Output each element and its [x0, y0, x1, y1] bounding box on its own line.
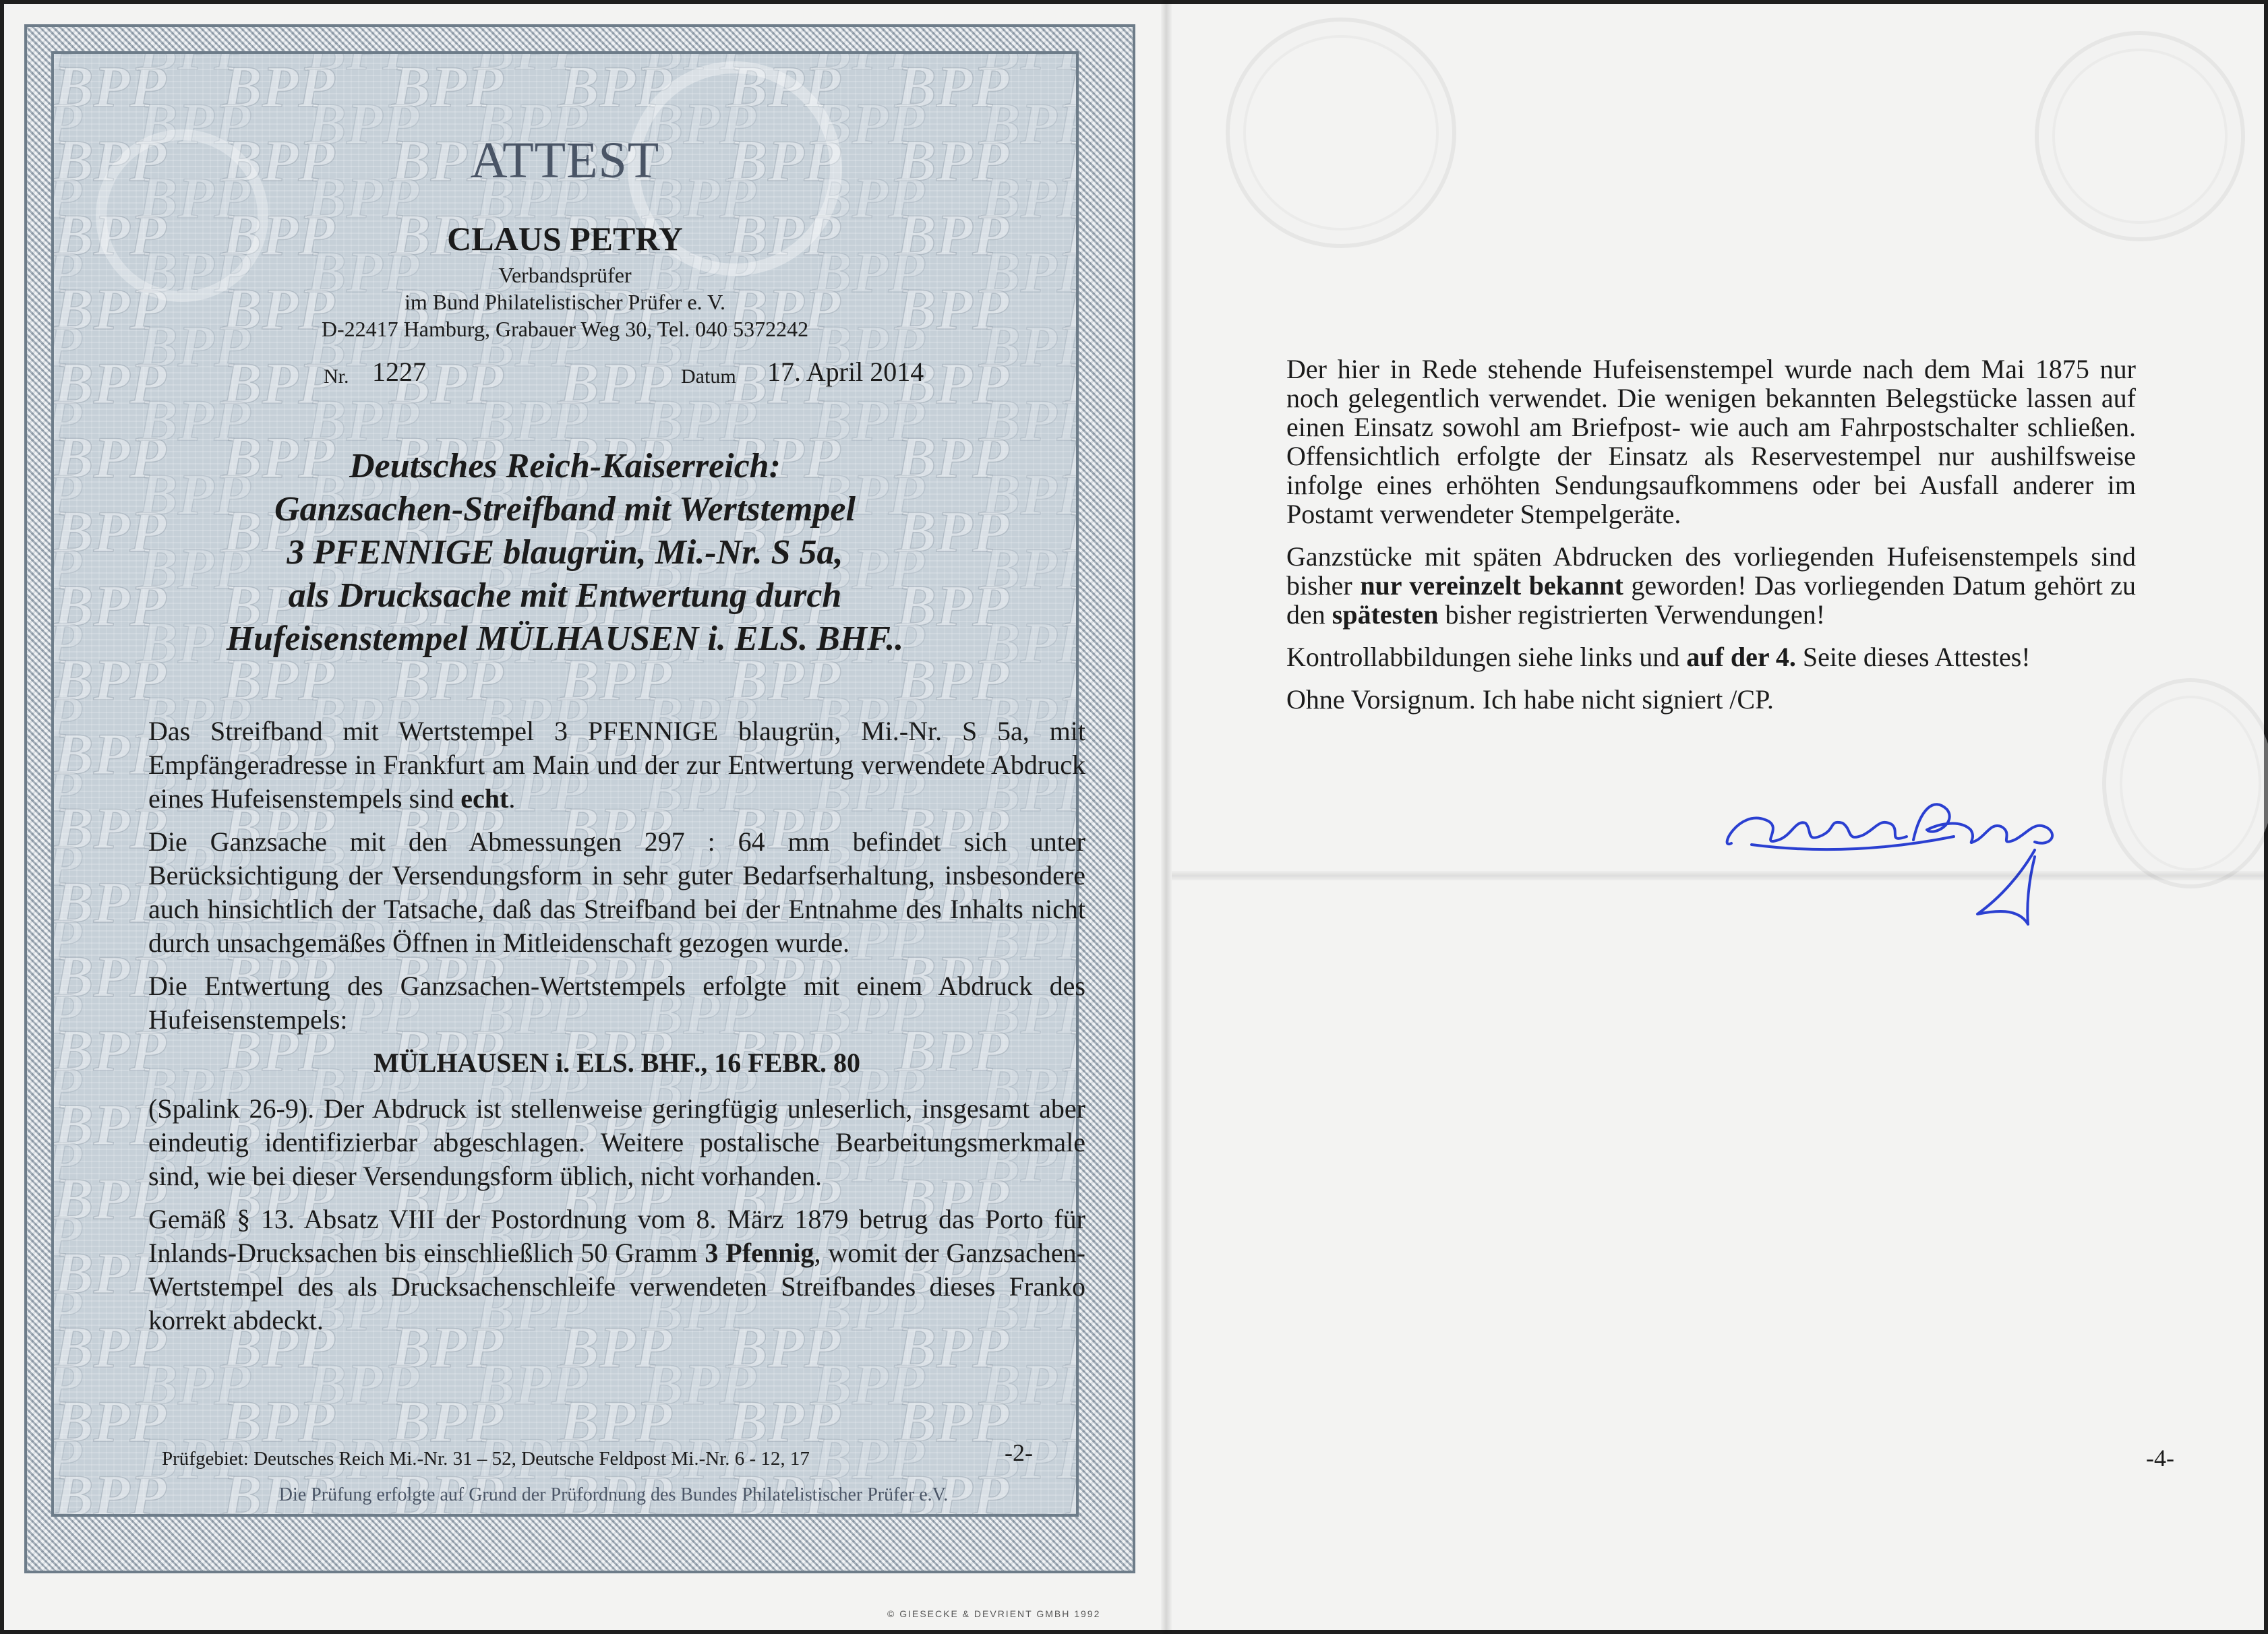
subject-line: Deutsches Reich-Kaiserreich:	[349, 447, 781, 485]
examination-rules-note: Die Prüfung erfolgte auf Grund der Prüfordnung des Bundes Philatelistischer Prüfer e.V.	[278, 1484, 949, 1505]
date-label: Datum	[681, 365, 736, 388]
condition-paragraph: Die Ganzsache mit den Abmessungen 297 : 64 mm befindet sich unter Berücksichtigung der Versendungsform in sehr guter Bedarfserhaltung, insbesondere auch hinsichtlich der Tatsache, daß das Streifband bei der Entnahme des Inhalts nicht durch unsachgemäßes Öffnen in Mitleidenschaft gezogen wurde.	[148, 826, 1085, 958]
subject-line: Hufeisenstempel MÜLHAUSEN i. ELS. BHF..	[226, 619, 904, 658]
postmark-text: MÜLHAUSEN i. ELS. BHF., 16 FEBR. 80	[374, 1048, 860, 1078]
examiner-address: D-22417 Hamburg, Grabauer Weg 30, Tel. 040 5372242	[321, 317, 809, 341]
fold-crease-vertical	[1161, 0, 1172, 1634]
paragraph-text: Ganzstücke mit späten Abdrucken des vorliegenden Hufeisenstempels sind bisher	[1286, 541, 2136, 601]
certificate-continuation-page	[1172, 4, 2264, 1630]
page-number: -2-	[1005, 1439, 1033, 1466]
paragraph-text: .	[508, 783, 516, 814]
certificate-number: 1227	[372, 357, 426, 387]
page-number: -4-	[2146, 1445, 2174, 1472]
postmark-description-paragraph: (Spalink 26-9). Der Abdruck ist stellenweise geringfügig unleserlich, insgesamt aber eindeutig identifizierbar abgeschlagen. Weitere postalische Bearbeitungsmerkmale sind, wie bei dieser Versendungsform üblich, nicht vorhanden.	[148, 1093, 1085, 1191]
subject-line: 3 PFENNIGE blaugrün, Mi.-Nr. S 5a,	[287, 533, 843, 572]
postage-rate-paragraph	[148, 1203, 1085, 1337]
signing-note: Ohne Vorsignum. Ich habe nicht signiert /CP.	[1286, 684, 1774, 715]
emphasis-text: spätesten	[1332, 599, 1439, 630]
cancellation-paragraph: Die Entwertung des Ganzsachen-Wertstempels erfolgte mit einem Abdruck des Hufeisenstempels:	[148, 971, 1085, 1035]
paragraph-text: Das Streifband mit Wertstempel 3 PFENNIGE blaugrün, Mi.-Nr. S 5a, mit Empfängeradresse in Frankfurt am Main und der zur Entwertung verwendete Abdruck eines Hufeisenstempels sind	[148, 716, 1085, 814]
paragraph-text: , womit der Ganzsachen-Wertstempel des als Drucksachenschleife verwendeten Streifbandes dieses Franko korrekt abdeckt.	[148, 1238, 1085, 1335]
examiner-signature	[1711, 756, 2089, 931]
paragraph-text: Kontrollabbildungen siehe links und	[1286, 642, 1687, 672]
continuation-text	[1286, 355, 2136, 727]
paragraph-text: geworden! Das vorliegenden Datum gehört zu den	[1286, 570, 2137, 630]
usage-history-paragraph: Der hier in Rede stehende Hufeisenstempel wurde nach dem Mai 1875 nur noch gelegentlich verwendet. Die wenigen bekannten Belegstücke lassen auf einen Einsatz sowohl am Briefpost- wie auch am Fahrpostschalter schließen. Offensichtlich erfolgte der Einsatz als Reservestempel nur aushilfsweise infolge eines erhöhten Sendungsaufkommens oder bei Ausfall anderer im Postamt verwendeter Stempelgeräte.	[1286, 354, 2136, 529]
certificate-body	[148, 715, 1085, 1347]
attest-title: ATTEST	[470, 132, 660, 189]
emphasis-text: nur vereinzelt bekannt	[1360, 570, 1623, 601]
control-images-paragraph	[1286, 642, 2136, 671]
fold-crease-horizontal	[1172, 871, 2264, 880]
rarity-paragraph	[1286, 542, 2136, 629]
subject-line: als Drucksache mit Entwertung durch	[288, 576, 842, 615]
subject-heading	[54, 445, 1076, 661]
paragraph-text: Seite dieses Attestes!	[1795, 642, 2031, 672]
genuine-verdict: echt	[460, 783, 509, 814]
postage-amount: 3 Pfennig	[705, 1238, 814, 1268]
emphasis-text: auf der 4.	[1686, 642, 1796, 672]
subject-line: Ganzsachen-Streifband mit Wertstempel	[274, 490, 856, 528]
certificate-panel	[51, 51, 1085, 1517]
certificate-front-page	[4, 4, 1161, 1630]
embossed-seal	[2035, 31, 2245, 241]
examiner-name: CLAUS PETRY	[447, 220, 683, 258]
embossed-seal	[1226, 18, 1456, 248]
authenticity-paragraph	[148, 715, 1085, 816]
certificate-date: 17. April 2014	[767, 357, 924, 387]
certificate-number-label: Nr.	[324, 365, 349, 388]
printer-imprint: © GIESECKE & DEVRIENT GMBH 1992	[887, 1608, 1101, 1619]
paragraph-text: bisher registrierten Verwendungen!	[1438, 599, 1826, 630]
paragraph-text: Gemäß § 13. Absatz VIII der Postordnung vom 8. März 1879 betrug das Porto für Inlands-Drucksachen bis einschließlich 50 Gramm	[148, 1204, 1085, 1268]
examiner-role: Verbandsprüfer	[498, 263, 632, 287]
examiner-association: im Bund Philatelistischer Prüfer e. V.	[404, 290, 726, 314]
examination-scope: Prüfgebiet: Deutsches Reich Mi.-Nr. 31 – 52, Deutsche Feldpost Mi.-Nr. 6 - 12, 17	[162, 1448, 810, 1470]
